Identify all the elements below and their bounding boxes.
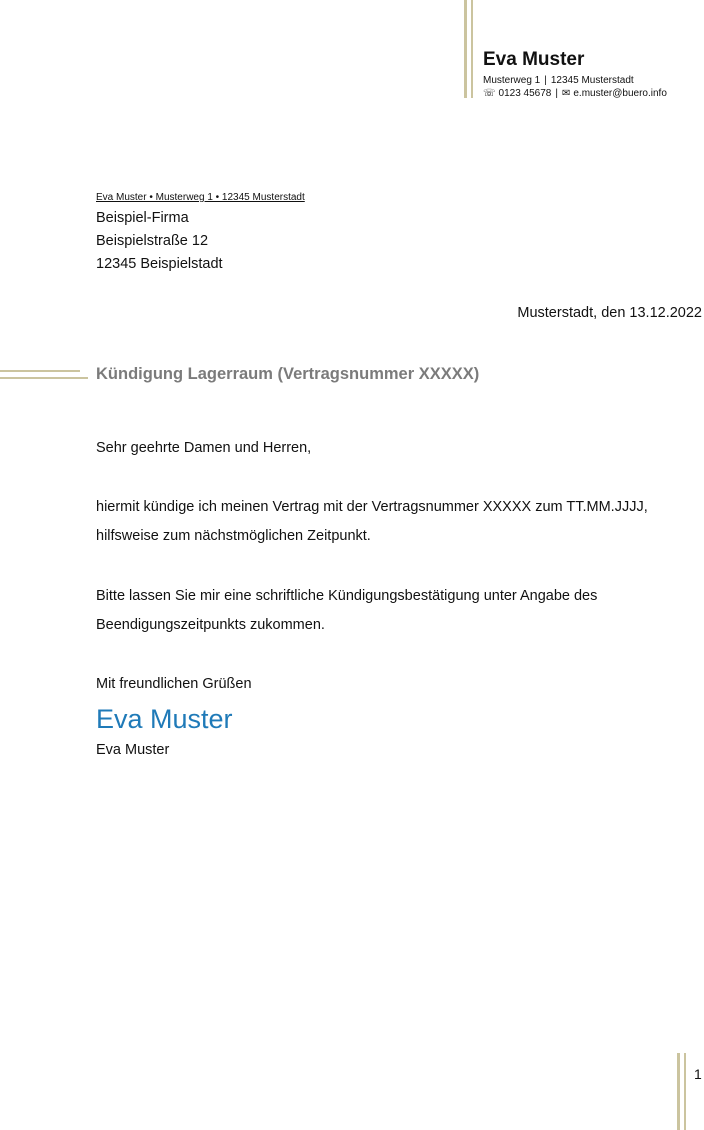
page-number: 1: [694, 1066, 702, 1082]
return-address: Eva Muster • Musterweg 1 • 12345 Musterstadt: [96, 192, 305, 203]
envelope-icon: ✉: [561, 88, 571, 99]
salutation: Sehr geehrte Damen und Herren,: [96, 440, 312, 456]
phone-icon: ☏: [483, 88, 496, 99]
closing: Mit freundlichen Grüßen: [96, 676, 252, 692]
recipient-city: 12345 Beispielstadt: [96, 256, 223, 272]
sender-name: Eva Muster: [483, 49, 585, 70]
recipient-street: Beispielstraße 12: [96, 233, 209, 249]
paragraph1-line2: hilfsweise zum nächstmöglichen Zeitpunkt.: [96, 528, 371, 544]
sender-street: Musterweg 1: [483, 75, 541, 86]
header-accent-line-2: [471, 0, 473, 98]
recipient-address: [96, 207, 223, 276]
header-accent-line-1: [464, 0, 467, 98]
letter-date: Musterstadt, den 13.12.2022: [517, 305, 702, 321]
paragraph2-line1: Bitte lassen Sie mir eine schriftliche Kündigungsbestätigung unter Angabe des: [96, 588, 598, 604]
sender-city: 12345 Musterstadt: [550, 75, 634, 86]
subject-accent-line-2: [0, 377, 88, 379]
recipient-company: Beispiel-Firma: [96, 210, 189, 226]
letter-subject: Kündigung Lagerraum (Vertragsnummer XXXXX): [96, 365, 480, 383]
signature-script: Eva Muster: [96, 704, 233, 734]
signature-name: Eva Muster: [96, 742, 170, 758]
paragraph1-line1: hiermit kündige ich meinen Vertrag mit der Vertragsnummer XXXXX zum TT.MM.JJJJ,: [96, 499, 648, 515]
sender-email[interactable]: e.muster@buero.info: [573, 88, 667, 99]
footer-accent-line-1: [677, 1053, 680, 1130]
subject-accent-line-1: [0, 370, 80, 372]
sender-contact-line: [483, 87, 667, 100]
sender-phone: 0123 45678: [498, 88, 552, 99]
paragraph2-line2: Beendigungszeitpunkts zukommen.: [96, 617, 325, 633]
separator: |: [555, 88, 558, 99]
sender-address-line: [483, 74, 634, 87]
footer-accent-line-2: [684, 1053, 686, 1130]
separator: |: [544, 75, 547, 86]
